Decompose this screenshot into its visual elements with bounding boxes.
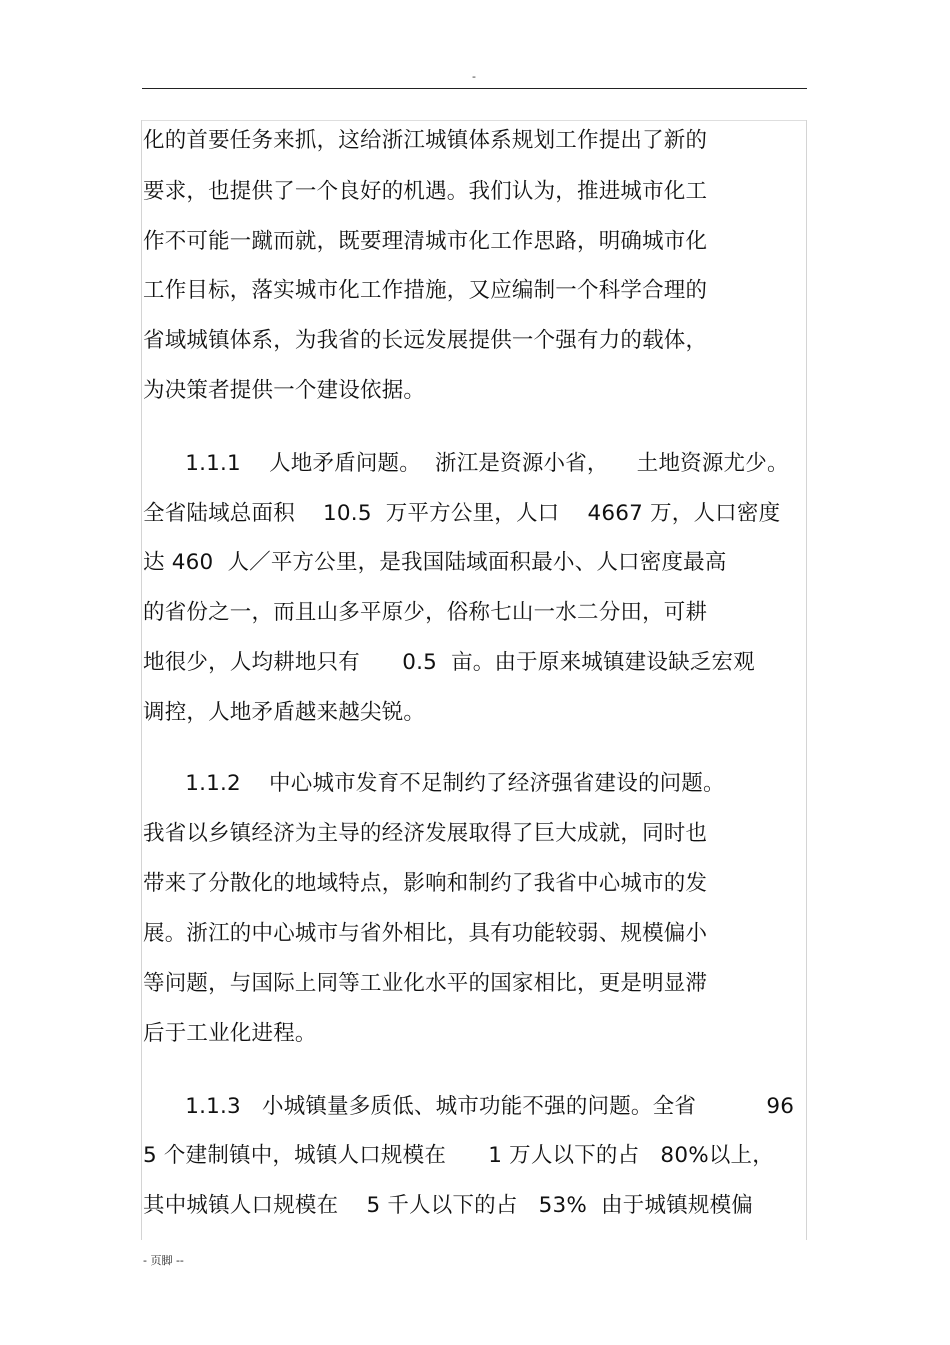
section-heading-1-1-1: 1.1.1 人地矛盾问题。 浙江是资源小省， 土地资源尤少。 [143, 451, 789, 476]
page-footer: - 页脚 -- [143, 1254, 184, 1267]
body-line: 展。浙江的中心城市与省外相比，具有功能较弱、规模偏小 [143, 921, 708, 946]
body-line: 调控，人地矛盾越来越尖锐。 [143, 700, 426, 725]
body-line: 后于工业化进程。 [143, 1021, 317, 1046]
body-line: 地很少，人均耕地只有 0.5 亩。由于原来城镇建设缺乏宏观 [143, 650, 755, 675]
body-line: 我省以乡镇经济为主导的经济发展取得了巨大成就，同时也 [143, 821, 708, 846]
body-line: 等问题，与国际上同等工业化水平的国家相比，更是明显滞 [143, 971, 708, 996]
body-line: 带来了分散化的地域特点，影响和制约了我省中心城市的发 [143, 871, 708, 896]
frame-left-border [141, 120, 142, 1240]
body-line: 要求，也提供了一个良好的机遇。我们认为，推进城市化工 [143, 179, 708, 204]
body-line: 省域城镇体系，为我省的长远发展提供一个强有力的载体， [143, 328, 708, 353]
body-line: 为决策者提供一个建设依据。 [143, 378, 426, 403]
section-heading-1-1-3: 1.1.3 小城镇量多质低、城市功能不强的问题。全省 96 [143, 1094, 795, 1119]
header-rule [142, 88, 807, 89]
frame-right-border [806, 120, 807, 1240]
frame-top-border [141, 120, 807, 121]
body-line: 工作目标，落实城市化工作措施，又应编制一个科学合理的 [143, 278, 708, 303]
body-line: 的省份之一，而且山多平原少，俗称七山一水二分田，可耕 [143, 600, 708, 625]
body-line: 化的首要任务来抓，这给浙江城镇体系规划工作提出了新的 [143, 128, 708, 153]
body-line: 作不可能一蹴而就，既要理清城市化工作思路，明确城市化 [143, 229, 708, 254]
body-line: 其中城镇人口规模在 5 千人以下的占 53% 由于城镇规模偏 [143, 1193, 754, 1218]
header-mark: - [472, 70, 476, 83]
body-line: 5 个建制镇中，城镇人口规模在 1 万人以下的占 80%以上， [143, 1143, 774, 1168]
body-line: 全省陆域总面积 10.5 万平方公里，人口 4667 万，人口密度 [143, 501, 781, 526]
body-line: 达 460 人／平方公里，是我国陆域面积最小、人口密度最高 [143, 550, 727, 575]
section-heading-1-1-2: 1.1.2 中心城市发育不足制约了经济强省建设的问题。 [143, 771, 725, 796]
